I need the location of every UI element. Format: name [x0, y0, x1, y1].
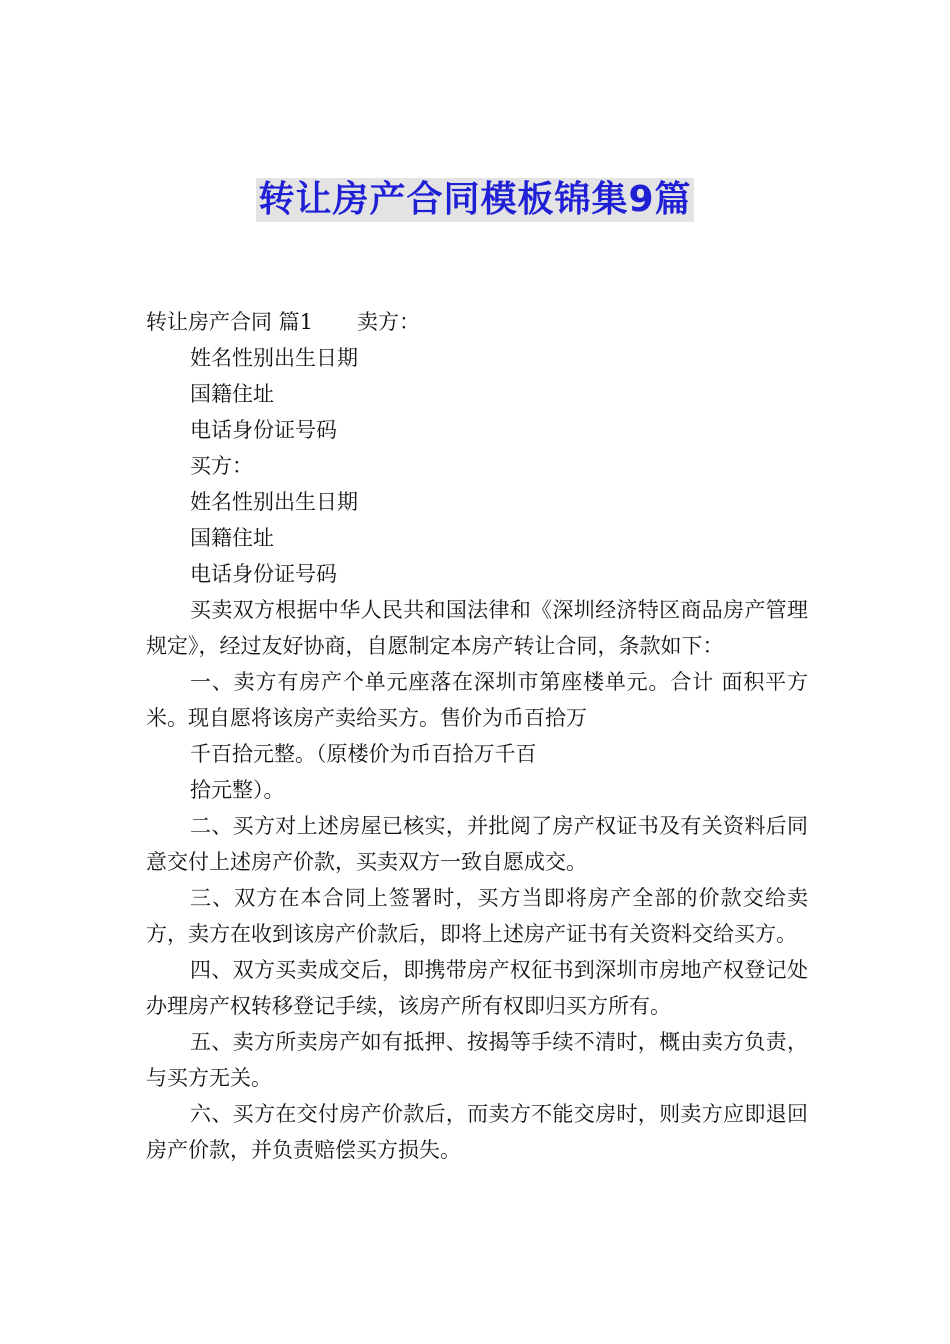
clause-4-paragraph: 四、双方买卖成交后，即携带房产权征书到深圳市房地产权登记处办理房产权转移登记手续，该房产所有权即归买方所有。	[146, 958, 808, 1018]
clause-1-end: 拾元整）。	[190, 778, 285, 802]
buyer-field-phone: 电话身份证号码	[190, 562, 337, 586]
clause-3-paragraph: 三、双方在本合同上签署时，买方当即将房产全部的价款交给卖方，卖方在收到该房产价款后，即将上述房产证书有关资料交给买方。	[146, 886, 808, 946]
clause-2-paragraph: 二、买方对上述房屋已核实，并批阅了房产权证书及有关资料后同意交付上述房产价款，买卖双方一致自愿成交。	[146, 814, 808, 874]
seller-field-phone: 电话身份证号码	[190, 418, 337, 442]
document-body	[146, 304, 808, 1168]
title-container	[0, 178, 950, 222]
clause-5-paragraph: 五、卖方所卖房产如有抵押、按揭等手续不清时，概由卖方负责，与买方无关。	[146, 1030, 808, 1090]
seller-label: 卖方：	[357, 310, 421, 334]
buyer-field-address: 国籍住址	[190, 526, 274, 550]
seller-field-name: 姓名性别出生日期	[190, 346, 358, 370]
seller-field-address: 国籍住址	[190, 382, 274, 406]
document-title: 转让房产合同模板锦集9篇	[258, 179, 692, 220]
clause-1-continuation: 千百拾元整。（原楼价为币百拾万千百	[190, 742, 537, 766]
clause-1-paragraph: 一、卖方有房产个单元座落在深圳市第座楼单元。合计 面积平方米。现自愿将该房产卖给买方。售价为币百拾万	[146, 670, 808, 730]
clause-6-paragraph: 六、买方在交付房产价款后，而卖方不能交房时，则卖方应即退回房产价款，并负责赔偿买方损失。	[146, 1102, 808, 1162]
buyer-field-name: 姓名性别出生日期	[190, 490, 358, 514]
buyer-label: 买方：	[190, 454, 253, 478]
intro-paragraph: 买卖双方根据中华人民共和国法律和《深圳经济特区商品房产管理规定》，经过友好协商，自愿制定本房产转让合同，条款如下：	[146, 598, 808, 658]
section-heading: 转让房产合同 篇1	[146, 310, 314, 334]
section-heading-line	[146, 304, 808, 340]
